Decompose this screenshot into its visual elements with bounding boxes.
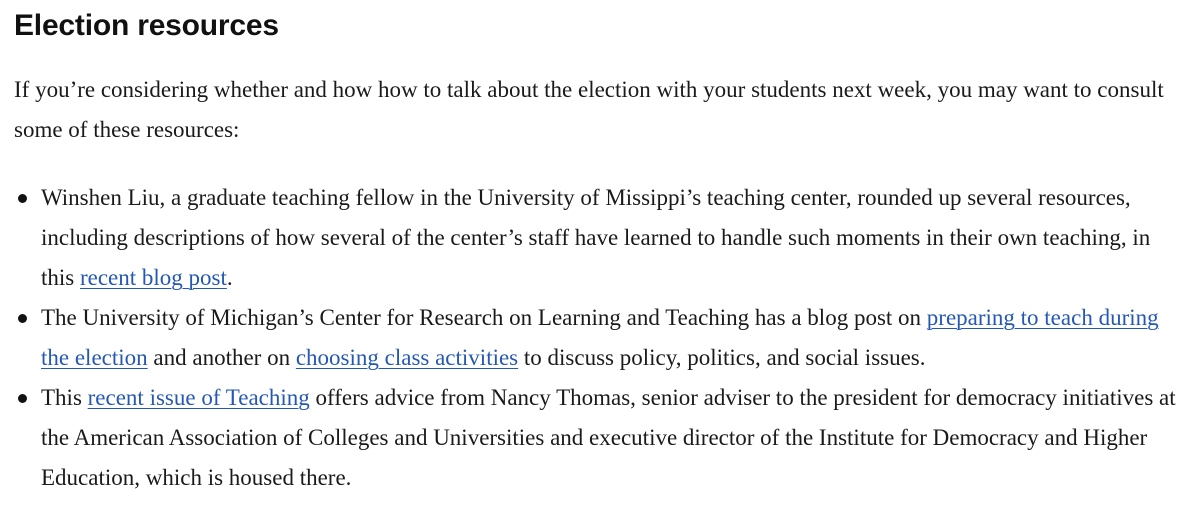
recent-blog-post-link[interactable]: recent blog post — [79, 265, 227, 290]
choosing-class-activities-link[interactable]: choosing class activities — [295, 345, 519, 370]
recent-issue-of-teaching-link[interactable]: recent issue of Teaching — [87, 385, 310, 410]
section-heading: Election resources — [14, 9, 279, 42]
list-item — [14, 298, 1184, 378]
list-item — [14, 178, 1184, 298]
bullet-icon — [18, 394, 27, 403]
item-text: . — [226, 265, 233, 290]
item-text: This — [41, 385, 88, 410]
item-text: to discuss policy, politics, and social issues. — [518, 345, 926, 370]
preparing-to-teach-link[interactable]: preparing to teach during the election — [41, 305, 1159, 370]
bullet-icon — [18, 314, 27, 323]
item-text: Winshen Liu, a graduate teaching fellow in the University of Missippi’s teaching center, rounded up several resources, including descriptions of how several of the center’s staff have learned to handle such moments in their own teaching, in this — [41, 185, 1151, 290]
intro-paragraph: If you’re considering whether and how how to talk about the election with your students next week, you may want to consult some of these resources: — [14, 77, 1164, 142]
item-text: offers advice from Nancy Thomas, senior adviser to the president for democracy initiatives at the American Association of Colleges and Universities and executive director of the Institute for Democracy and Higher Education, which is housed there. — [41, 385, 1176, 490]
item-text: and another on — [147, 345, 296, 370]
item-text: The University of Michigan’s Center for Research on Learning and Teaching has a blog post on — [41, 305, 927, 330]
bullet-icon — [18, 194, 27, 203]
list-item — [14, 378, 1184, 498]
article-section — [14, 0, 1184, 498]
resource-list — [14, 178, 1184, 498]
